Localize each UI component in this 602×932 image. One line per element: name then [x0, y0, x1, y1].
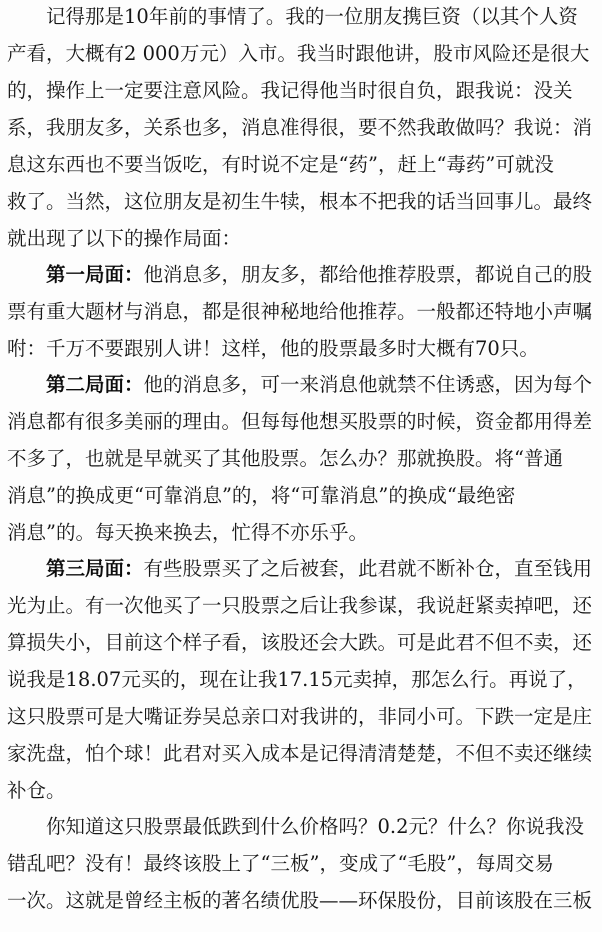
paragraph-5-line-2: 错乱吧？没有！最终该股上了“三板”，变成了“毛股”，每周交易	[7, 852, 554, 875]
paragraph-1-line-3: 的，操作上一定要注意风险。我记得他当时很自负，跟我说：没关	[7, 79, 573, 102]
paragraph-1-line-4: 系，我朋友多，关系也多，消息准得很，要不然我敢做吗？我说：消	[7, 116, 593, 139]
paragraph-1-line-5: 息这东西也不要当饭吃，有时说不定是“药”，赶上“毒药”可就没	[7, 153, 554, 176]
paragraph-2-line-2: 票有重大题材与消息，都是很神秘地给他推荐。一般都还特地小声嘱	[7, 300, 593, 323]
paragraph-1-line-1: 记得那是10年前的事情了。我的一位朋友携巨资（以其个人资	[46, 5, 578, 28]
heading-second-scenario: 第二局面：	[46, 373, 144, 396]
paragraph-4-line-2: 光为止。有一次他买了一只股票之后让我参谋，我说赶紧卖掉吧，还	[7, 594, 593, 617]
paragraph-4-line-6: 家洗盘，怕个球！此君对买入成本是记得清清楚楚，不但不卖还继续	[7, 742, 593, 765]
paragraph-1-line-2: 产看，大概有2 000万元）入市。我当时跟他讲，股市风险还是很大	[7, 42, 590, 65]
paragraph-3-line-5: 消息”的。每天换来换去，忙得不亦乐乎。	[7, 521, 368, 544]
paragraph-4-line-4: 说我是18.07元买的，现在让我17.15元卖掉，那怎么行。再说了，	[7, 668, 587, 691]
heading-first-scenario: 第一局面：	[46, 263, 144, 286]
paragraph-3-line-2: 消息都有很多美丽的理由。但每每他想买股票的时候，资金都用得差	[7, 410, 593, 433]
paragraph-4-line-5: 这只股票可是大嘴证券吴总亲口对我讲的，非同小可。下跌一定是庄	[7, 705, 593, 728]
paragraph-4-line-3: 算损失小，目前这个样子看，该股还会大跌。可是此君不但不卖，还	[7, 631, 593, 654]
paragraph-5-line-3: 一次。这就是曾经主板的著名绩优股——环保股份，目前该股在三板	[7, 889, 593, 912]
heading-third-scenario: 第三局面：	[46, 557, 144, 580]
paragraph-1-line-7: 就出现了以下的操作局面：	[7, 227, 242, 250]
paragraph-4-line-7: 补仓。	[7, 779, 66, 802]
paragraph-3-line-3: 不多了，也就是早就买了其他股票。怎么办？那就换股。将“普通	[7, 447, 563, 470]
paragraph-2-line-3: 咐：千万不要跟别人讲！这样，他的股票最多时大概有70只。	[7, 337, 539, 360]
paragraph-2-line-1-text: 他消息多，朋友多，都给他推荐股票，都说自己的股	[143, 263, 593, 286]
paragraph-4-line-1-text: 有些股票买了之后被套，此君就不断补仓，直至钱用	[143, 557, 593, 580]
paragraph-3-line-1	[46, 369, 595, 401]
paragraph-5-line-1: 你知道这只股票最低跌到什么价格吗？0.2元？什么？你说我没	[46, 815, 585, 838]
paragraph-3-line-1-text: 他的消息多，可一来消息他就禁不住诱惑，因为每个	[143, 373, 593, 396]
paragraph-4-line-1	[46, 553, 595, 585]
paragraph-3-line-4: 消息”的换成更“可靠消息”的，将“可靠消息”的换成“最绝密	[7, 484, 516, 507]
paragraph-1-line-6: 救了。当然，这位朋友是初生牛犊，根本不把我的话当回事儿。最终	[7, 190, 593, 213]
paragraph-2-line-1	[46, 259, 595, 291]
